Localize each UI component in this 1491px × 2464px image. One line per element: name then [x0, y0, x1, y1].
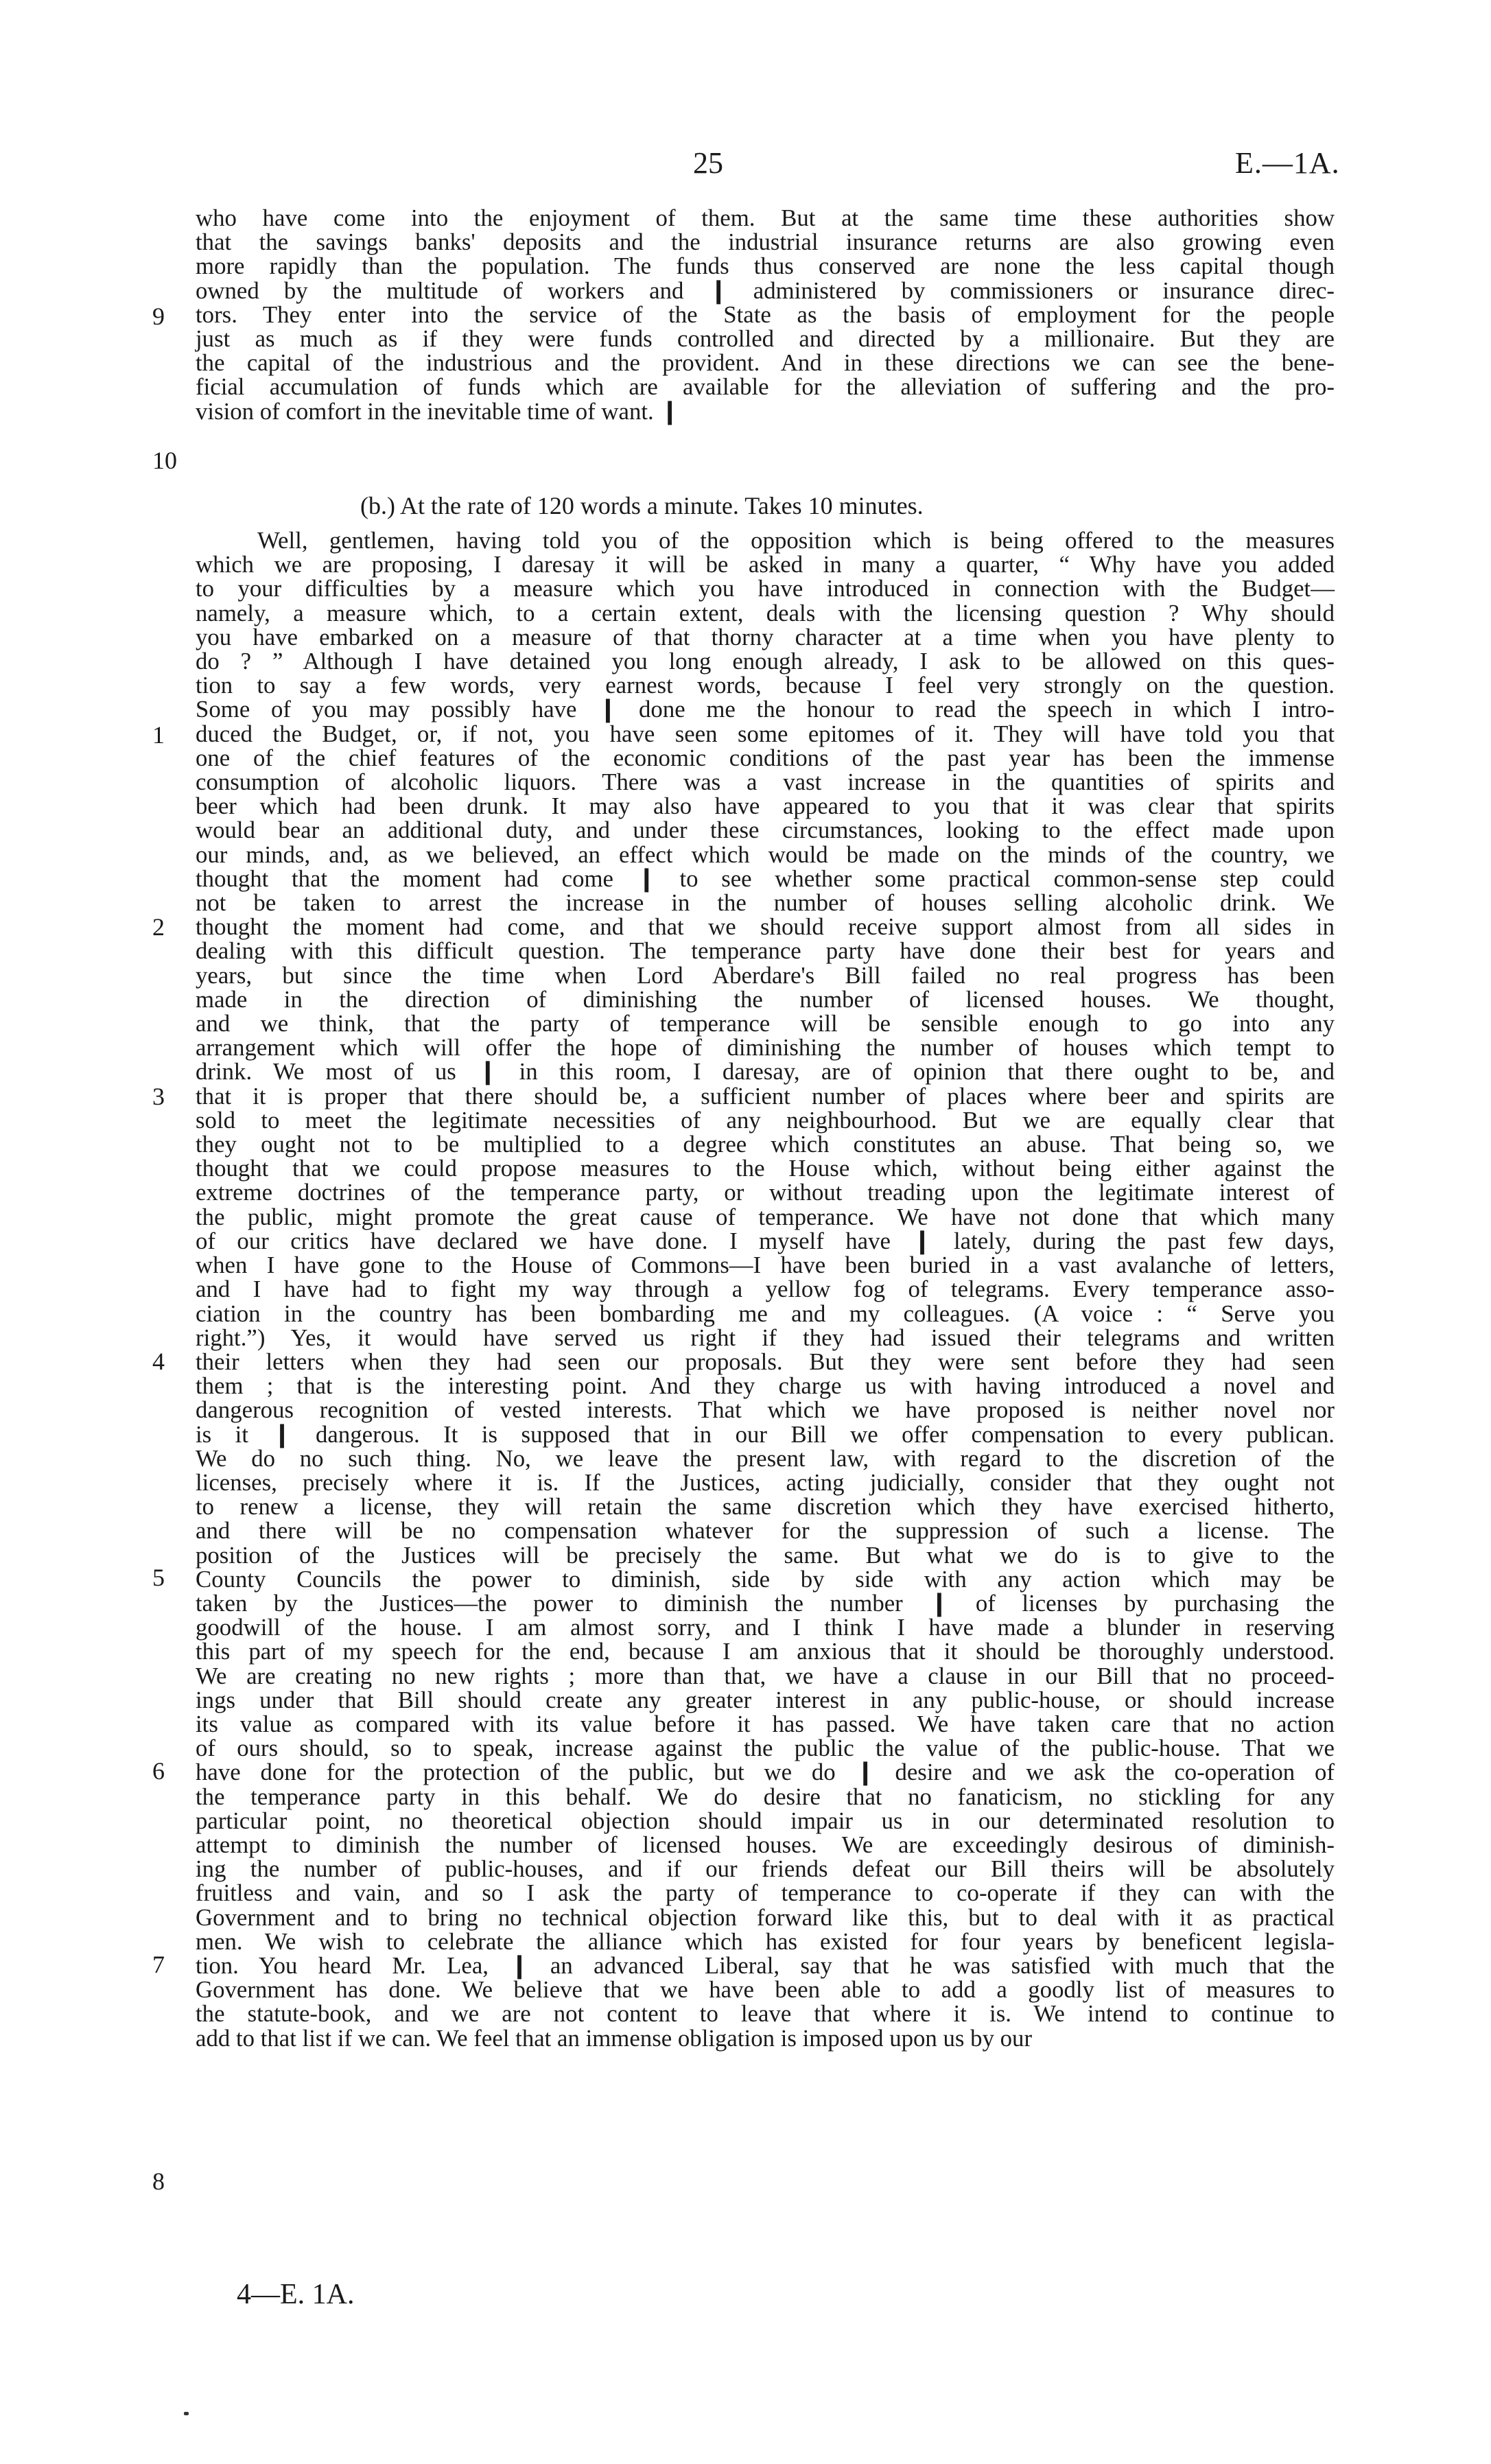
- margin-marker: 4: [152, 1348, 165, 1375]
- margin-marker: 8: [152, 2168, 165, 2195]
- text-line: beer which had been drunk. It may also have appeared to you that it was clear that spirits: [196, 793, 1335, 820]
- text-line: goodwill of the house. I am almost sorry, and I think I have made a blunder in reserving: [196, 1614, 1335, 1641]
- margin-marker: 5: [152, 1564, 165, 1591]
- footer-signature: 4—E. 1A.: [237, 2279, 355, 2310]
- text-line: men. We wish to celebrate the alliance which has existed for four years by beneficent legisla-: [196, 1927, 1335, 1955]
- text-line: Well, gentlemen, having told you of the opposition which is being offered to the measures: [257, 527, 1335, 554]
- stray-mark: [184, 2412, 189, 2415]
- text-line: do ? ” Although I have detained you long enough already, I ask to be allowed on this ques-: [196, 648, 1335, 675]
- text-line: tors. They enter into the service of the State as the basis of employment for the people: [196, 301, 1335, 328]
- text-line: thought that we could propose measures to the House which, without being either against the: [196, 1155, 1335, 1182]
- text-line: they ought not to be multiplied to a degree which constitutes an abuse. That being so, we: [196, 1131, 1335, 1158]
- text-line: dangerous recognition of vested interests. That which we have proposed is neither novel nor: [196, 1396, 1335, 1424]
- margin-marker: 10: [152, 447, 177, 474]
- text-line: position of the Justices will be precisely the same. But what we do is to give to the: [196, 1541, 1335, 1569]
- text-line: vision of comfort in the inevitable time of want. ❙: [196, 397, 680, 425]
- text-line: dealing with this difficult question. The temperance party have done their best for years and: [196, 937, 1335, 965]
- text-line: the statute-book, and we are not content to leave that where it is. We intend to continue to: [196, 2000, 1335, 2028]
- text-line: just as much as if they were funds controlled and directed by a millionaire. But they are: [196, 325, 1335, 353]
- text-line: drink. We most of us ❙ in this room, I daresay, are of opinion that there ought to be, and: [196, 1058, 1335, 1086]
- text-line: tion. You heard Mr. Lea, ❙ an advanced Liberal, say that he was satisfied with much that the: [196, 1951, 1335, 1979]
- text-line: have done for the protection of the public, but we do ❙ desire and we ask the co-operation of: [196, 1759, 1335, 1786]
- text-line: tion to say a few words, very earnest words, because I feel very strongly on the question.: [196, 672, 1335, 699]
- text-line: would bear an additional duty, and under these circumstances, looking to the effect made upon: [196, 817, 1335, 844]
- text-line: that the savings banks' deposits and the industrial insurance returns are also growing even: [196, 228, 1335, 256]
- text-line: its value as compared with its value before it has passed. We have taken care that no action: [196, 1710, 1335, 1737]
- text-line: you have embarked on a measure of that thorny character at a time when you have plenty to: [196, 623, 1335, 650]
- text-line: duced the Budget, or, if not, you have seen some epitomes of it. They will have told you that: [196, 720, 1335, 747]
- text-line: our minds, and, as we believed, an effect which would be made on the minds of the country, we: [196, 841, 1335, 868]
- text-line: Some of you may possibly have ❙ done me the honour to read the speech in which I intro-: [196, 696, 1335, 723]
- text-line: add to that list if we can. We feel that an immense obligation is imposed upon us by our: [196, 2024, 1033, 2052]
- text-line: the temperance party in this behalf. We do desire that no fanaticism, no stickling for any: [196, 1783, 1335, 1810]
- text-line: years, but since the time when Lord Aberdare's Bill failed no real progress has been: [196, 961, 1335, 989]
- text-line: We do no such thing. No, we leave the present law, with regard to the discretion of the: [196, 1444, 1335, 1472]
- text-line: namely, a measure which, to a certain extent, deals with the licensing question ? Why should: [196, 599, 1335, 626]
- margin-marker: 1: [152, 721, 165, 749]
- text-line: and we think, that the party of temperance will be sensible enough to go into any: [196, 1010, 1335, 1037]
- margin-marker: 7: [152, 1951, 165, 1978]
- text-line: extreme doctrines of the temperance party, or without treading upon the legitimate interest of: [196, 1179, 1335, 1206]
- text-line: to renew a license, they will retain the same discretion which they have exercised hitherto,: [196, 1493, 1335, 1521]
- text-line: who have come into the enjoyment of them. But at the same time these authorities show: [196, 204, 1335, 231]
- text-line: the public, might promote the great cause of temperance. We have not done that which many: [196, 1203, 1335, 1230]
- text-line: fruitless and vain, and so I ask the party of temperance to co-operate if they can with the: [196, 1879, 1335, 1907]
- text-line: and there will be no compensation whatever for the suppression of such a license. The: [196, 1517, 1335, 1545]
- text-line: sold to meet the legitimate necessities of any neighbourhood. But we are equally clear that: [196, 1106, 1335, 1134]
- text-line: made in the direction of diminishing the number of licensed houses. We thought,: [196, 985, 1335, 1013]
- text-line: particular point, no theoretical objection should impair us in our determinated resolution to: [196, 1807, 1335, 1834]
- text-line: thought the moment had come, and that we should receive support almost from all sides in: [196, 913, 1335, 941]
- text-line: them ; that is the interesting point. And they charge us with having introduced a novel and: [196, 1372, 1335, 1400]
- text-line: consumption of alcoholic liquors. There was a vast increase in the quantities of spirits and: [196, 768, 1335, 796]
- text-line: licenses, precisely where it is. If the Justices, acting judicially, consider that they ought not: [196, 1468, 1335, 1496]
- text-line: Government and to bring no technical objection forward like this, but to deal with it as practical: [196, 1903, 1335, 1931]
- margin-marker: 6: [152, 1757, 165, 1785]
- text-line: this part of my speech for the end, because I am anxious that it should be thoroughly understood.: [196, 1638, 1335, 1665]
- text-line: and I have had to fight my way through a yellow fog of telegrams. Every temperance asso-: [196, 1276, 1335, 1303]
- text-line: one of the chief features of the economic conditions of the past year has been the immense: [196, 744, 1335, 771]
- text-line: right.”) Yes, it would have served us right if they had issued their telegrams and written: [196, 1324, 1335, 1351]
- document-code: E.—1A.: [1235, 146, 1340, 180]
- paragraph-continued: [196, 206, 1335, 423]
- text-line: of ours should, so to speak, increase against the public the value of the public-house. That we: [196, 1735, 1335, 1762]
- text-line: their letters when they had seen our proposals. But they were sent before they had seen: [196, 1348, 1335, 1375]
- text-line: when I have gone to the House of Commons—I have been buried in a vast avalanche of letters,: [196, 1252, 1335, 1279]
- text-line: that it is proper that there should be, a sufficient number of places where beer and spirits are: [196, 1082, 1335, 1110]
- text-line: thought that the moment had come ❙ to see whether some practical common-sense step could: [196, 865, 1335, 892]
- text-line: We are creating no new rights ; more than that, we have a clause in our Bill that no proceed-: [196, 1662, 1335, 1689]
- page-number: 25: [693, 146, 723, 180]
- text-line: County Councils the power to diminish, side by side with any action which may be: [196, 1565, 1335, 1593]
- text-line: ings under that Bill should create any greater interest in any public-house, or should increase: [196, 1686, 1335, 1713]
- text-line: is it ❙ dangerous. It is supposed that in our Bill we offer compensation to every publican.: [196, 1420, 1335, 1448]
- text-line: ciation in the country has been bombarding me and my colleagues. (A voice : “ Serve you: [196, 1300, 1335, 1327]
- text-line: of our critics have declared we have done. I myself have ❙ lately, during the past few days,: [196, 1227, 1335, 1254]
- margin-marker: 2: [152, 913, 165, 941]
- text-line: which we are proposing, I daresay it will be asked in many a quarter, “ Why have you added: [196, 551, 1335, 578]
- text-line: to your difficulties by a measure which you have introduced in connection with the Budget—: [196, 575, 1335, 602]
- margin-marker: 9: [152, 303, 165, 330]
- section-heading: (b.) At the rate of 120 words a minute. Takes 10 minutes.: [360, 492, 924, 519]
- text-line: attempt to diminish the number of licensed houses. We are exceedingly desirous of diminish-: [196, 1831, 1335, 1858]
- text-line: taken by the Justices—the power to diminish the number ❙ of licenses by purchasing the: [196, 1589, 1335, 1617]
- margin-marker: 3: [152, 1083, 165, 1110]
- text-line: owned by the multitude of workers and ❙ administered by commissioners or insurance direc-: [196, 277, 1335, 304]
- text-line: the capital of the industrious and the provident. And in these directions we can see the bene-: [196, 349, 1335, 377]
- text-line: Government has done. We believe that we have been able to add a goodly list of measures to: [196, 1976, 1335, 2004]
- text-line: ficial accumulation of funds which are available for the alleviation of suffering and the pro-: [196, 373, 1335, 401]
- paragraph-main: [196, 528, 1335, 2050]
- text-line: arrangement which will offer the hope of diminishing the number of houses which tempt to: [196, 1034, 1335, 1061]
- text-line: ing the number of public-houses, and if our friends defeat our Bill theirs will be absolutely: [196, 1855, 1335, 1883]
- text-line: more rapidly than the population. The funds thus conserved are none the less capital though: [196, 253, 1335, 280]
- text-line: not be taken to arrest the increase in the number of houses selling alcoholic drink. We: [196, 889, 1335, 917]
